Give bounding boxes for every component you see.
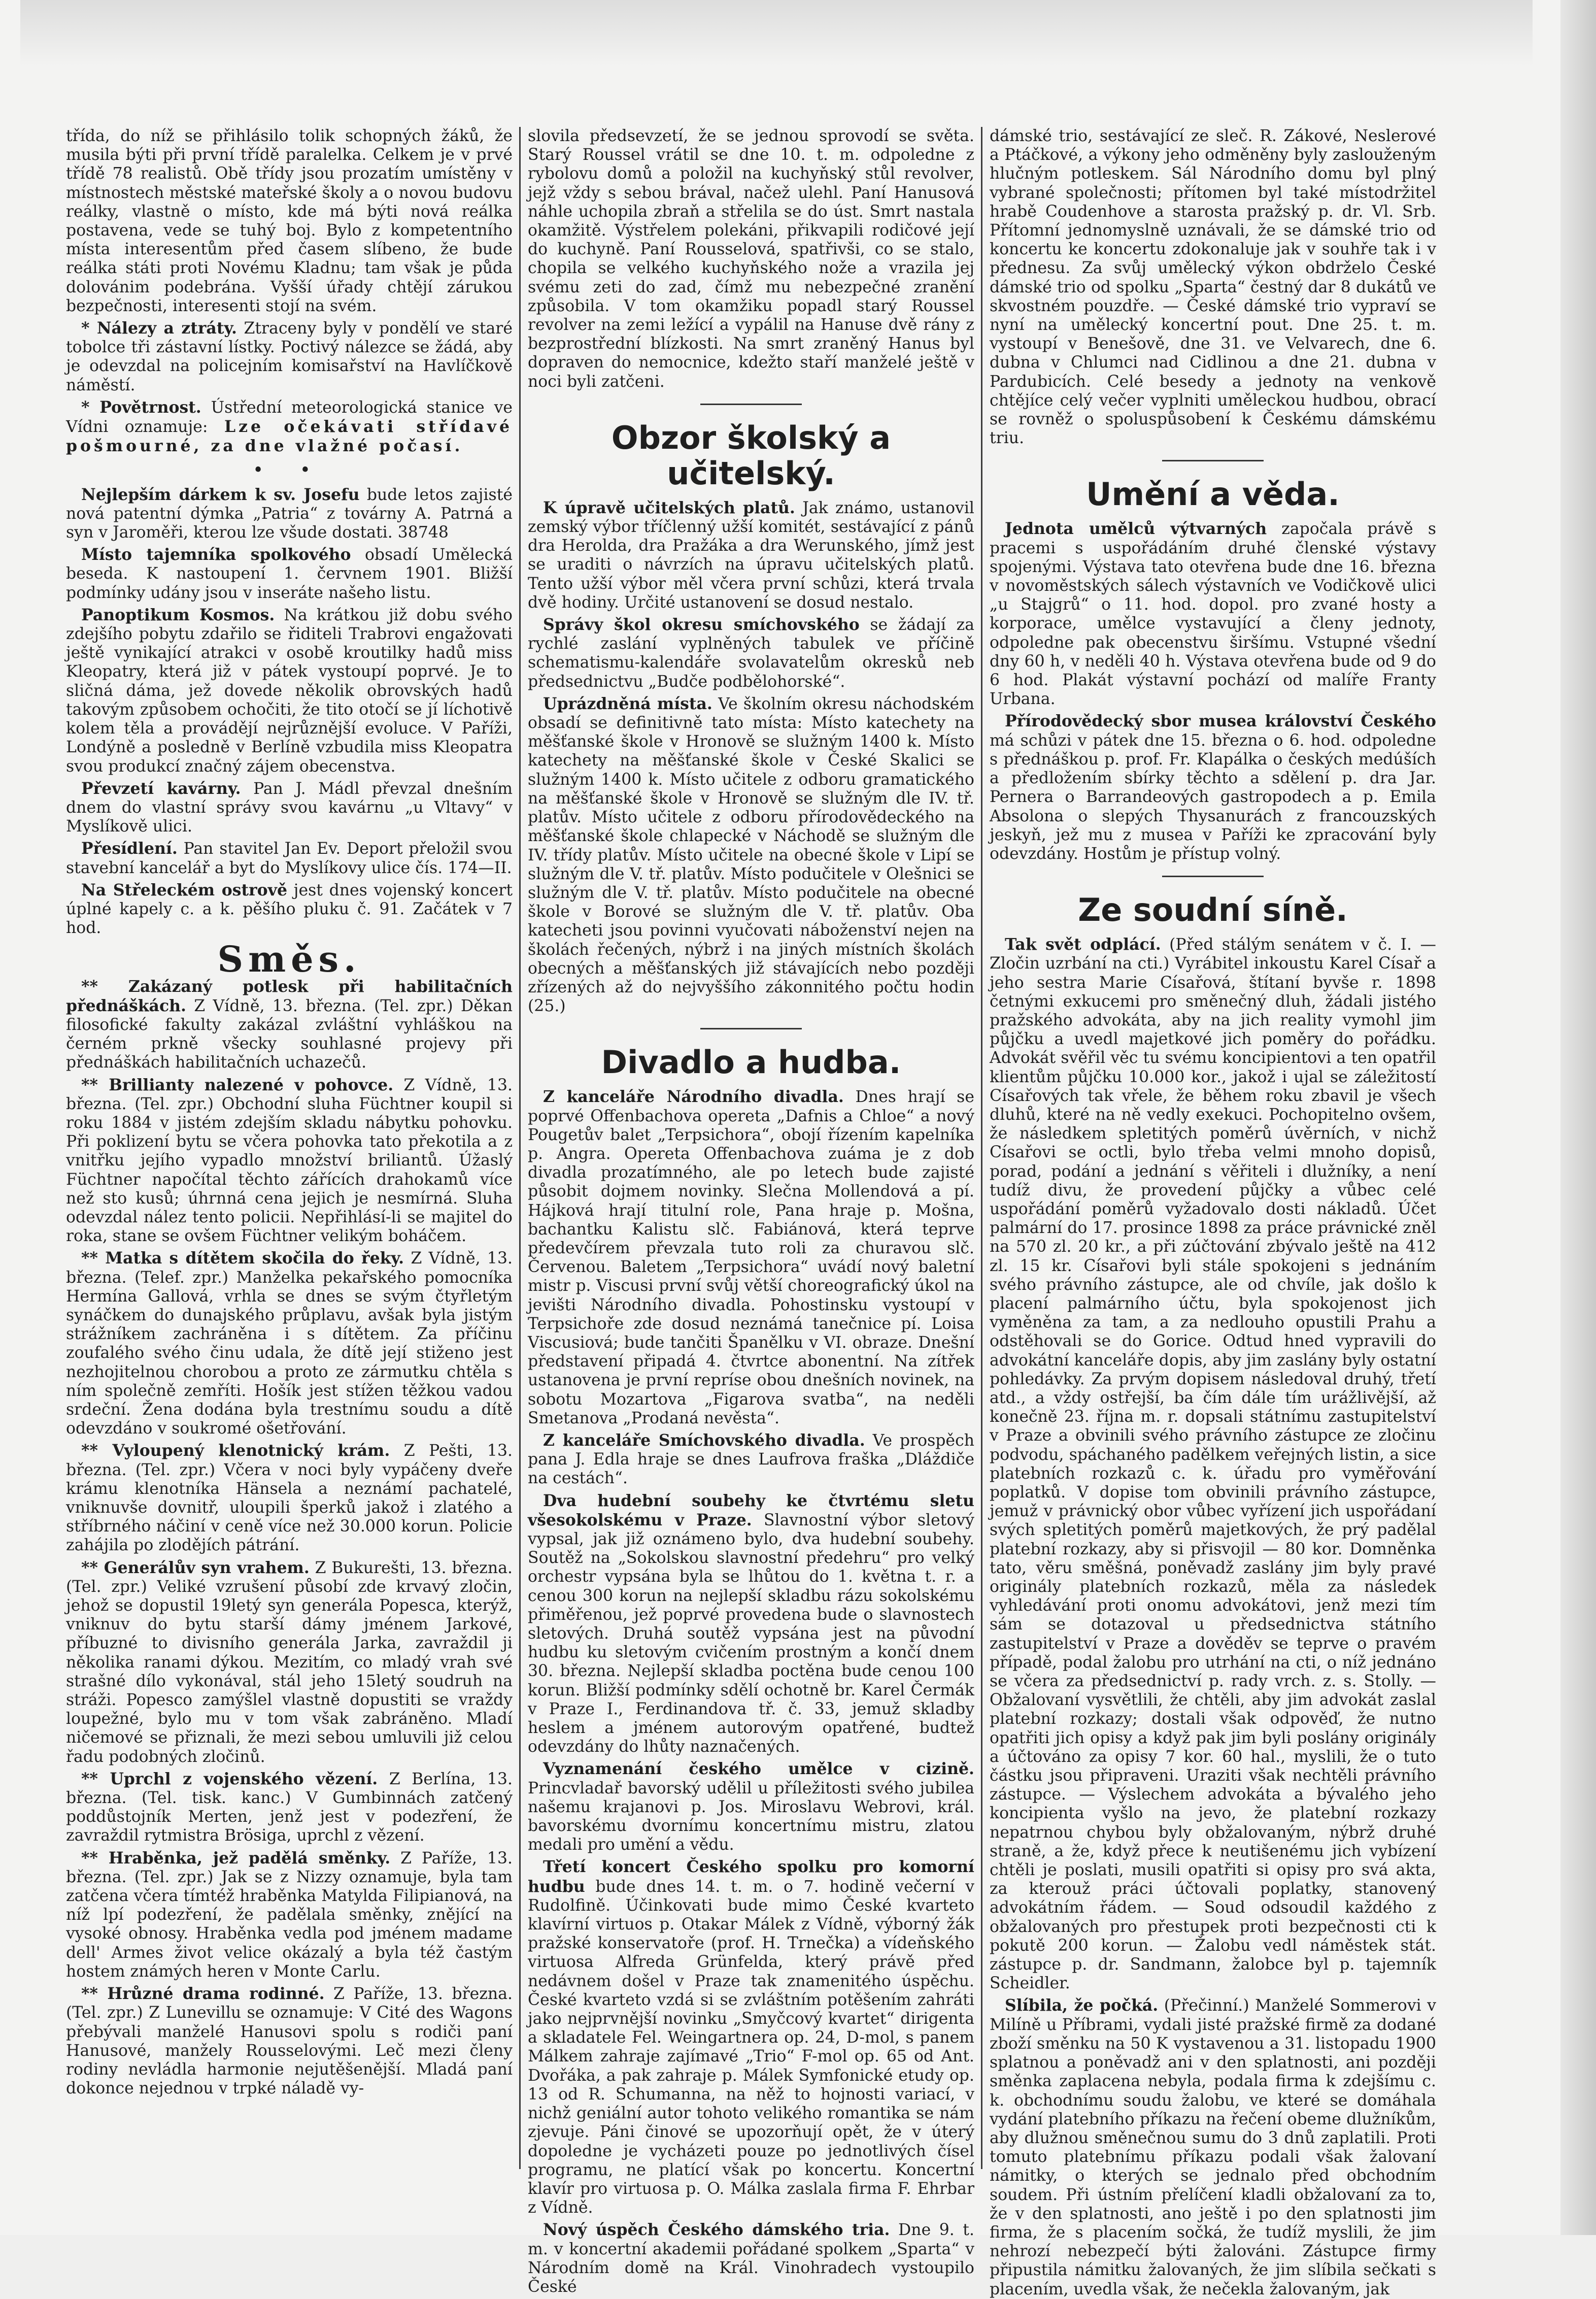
article-item bbox=[990, 519, 1436, 709]
article-text: Ve školním okresu náchodském obsadí se definitivně tato místa: Místo katechety na měšťanské škole v Hronově se služným 1400 k. Místo katechety na měšťanské škole v České Skalici se služným 1400 k. Místo učitele z odboru gramatického na měšťanské škole v Hronově se služným dle IV. tř. platův. Místo učitele z odboru přírodovědeckého na měšťanské škole chlapecké v Náchodě se služným dle IV. třídy platův. Místo učitele na obecné škole v Lipí se služným dle V. tř. platův. Místo podučitele v Olešnici se služným dle V. tř. platův. Místo podučitele na obecné škole v Borové se služným dle V. tř. platův. Oba katecheti jsou povinni vyučovati náboženství nejen na školách řečených, nýbrž i na jiných místních školách obecných a měšťanských již stávajících nebo později zřízených až do nejvyššího zákonnitého počtu hodin (25.) bbox=[528, 694, 974, 1016]
article-headline: Z kanceláře Smíchovského divadla. bbox=[543, 1430, 865, 1450]
article-text: (Přečinní.) Manželé Sommerovi v Milíně u Příbrami, vydali jisté pražské firmě za dodané zboží směnku na 50 K vystavenou a 31. listopadu 1900 splatnou a poněvadž ani v den splatnosti, ani později směnka zaplacena nebyla, podala firma k zdejšímu c. k. obchodnímu soudu žalobu, ve které se domáhala vydání platebního příkazu na řečení obeme dlužníkům, aby dlužnou směnečnou sumu do 3 dnů zaplatili. Proti tomuto platebnímu příkazu podali však žalovaní námitky, o kterých se jednalo před obchodním soudem. Při ústním přelíčení kladli obžalovaní za to, že v den splatnosti, ano ještě i po den splatnosti jim firma, že s placením sočká, že tudíž myslili, že jim nehrozí nebezpečí býti žalováni. Zástupce firmy připustila námitku žalovaných, že jim slíbila sečkati s placením, uvedla však, že nečekla žalovaným, jak bbox=[990, 1996, 1436, 2298]
article-text: třída, do níž se přihlásilo tolik schopných žáků, že musila býti při první třídě paralelka. Celkem je v prvé třídě 78 realistů. Obě třídy jsou prozatím umístěny v místnostech městské mateřské školy a o novou budovu reálky, vlastně o místo, kde má býti nová reálka postavena, vede se tuhý boj. Bylo z kompetentního místa interesentům před časem slíbeno, že bude reálka státi proti Novému Kladnu; tam však je půda dolovánim podebrána. Vyšší úřady chtějí zárukou bezpečnosti, interesenti stojí na svém. bbox=[66, 127, 513, 315]
article-item bbox=[528, 1087, 974, 1428]
article-item bbox=[66, 1249, 513, 1438]
article-text: Pan J. Mádl převzal dnešním dnem do vlastní správy svou kavárnu „u Vltavy“ v Myslíkově ulici. bbox=[66, 779, 513, 836]
article-headline: ** Generálův syn vrahem. bbox=[81, 1558, 310, 1577]
article-text: Z Vídně, 13. března. (Telef. zpr.) Manželka pekařského pomocníka Hermína Gallová, vrhla se dnes se svým čtyřletým synáčkem do dunajského průplavu, avšak byla jistým strážníkem zachráněna i s dítětem. Za příčinu zoufalého svého činu udala, že dítě její stiženo jest nezhojitelnou chorobou a proto ze zármutku chtěla s ním společně zemříti. Hošík jest stížen těžkou vadou srdeční. Žena dodána byla trestnímu soudu a dítě odevzdáno v soukromé ošetřování. bbox=[66, 1249, 513, 1438]
article-item bbox=[66, 1984, 513, 2098]
article-notice bbox=[66, 545, 513, 603]
article-item bbox=[528, 1491, 974, 1757]
article-item bbox=[66, 1770, 513, 1846]
separator-rule bbox=[700, 404, 802, 405]
article-headline: Slíbila, že počká. bbox=[1005, 1996, 1159, 2015]
article-item bbox=[990, 935, 1436, 1993]
article-headline: ** Vyloupený klenotnický krám. bbox=[81, 1441, 390, 1460]
article-text: Pan stavitel Jan Ev. Deport přeložil svou stavební kancelář a byt do Myslíkovy ulice čís. 174—II. bbox=[66, 840, 513, 877]
article-text: Z Paříže, 13. března. (Tel. zpr.) Z Lunevillu se oznamuje: V Cité des Wagons přebývali manželé Hanusovi spolu s rodiči paní Hanusové, manžely Rousselovými. Leč mezi členy rodiny nevládla harmonie nejutěšenější. Mladá paní dokonce nejednou v trpké náladě vy- bbox=[66, 1985, 513, 2098]
separator-rule bbox=[1162, 460, 1264, 461]
article-text: Na krátkou již dobu svého zdejšího pobytu zdařilo se řiditeli Trabrovi engažovati ještě vynikající atrakci v osobě kroutilky hadů miss Kleopatry, která již v pátek vystoupí poprvé. Je to sličná dáma, jež dovede několik obrovských hadů takovým způsobem ochočiti, že tito otočí se jí líchotivě kolem těla a provádějí nejrůznější evoluce. V Paříži, Londýně a posledně v Berlíně vzbudila miss Kleopatra svou produkcí značný zájem obecenstva. bbox=[66, 606, 513, 776]
article-item bbox=[66, 1558, 513, 1767]
section-heading-smes: Směs. bbox=[217, 938, 361, 981]
column-1 bbox=[66, 127, 513, 2174]
article-text: se žádají za rychlé zaslání vyplněných tabulek ve příčině schematismu-kalendáře svolavatelům okresků neb předsednictvu „Budče podbělohorské“. bbox=[528, 616, 975, 691]
article-notice bbox=[66, 881, 513, 938]
article-notice bbox=[66, 485, 513, 543]
article-headline: Přesídlení. bbox=[81, 839, 178, 858]
article-text: Dne 9. t. m. v koncertní akademii pořádané spolkem „Sparta“ v Národním domě na Král. Vinohradech vystoupilo České bbox=[528, 2221, 974, 2296]
article-text: Slavnostní výbor sletový vypsal, jak již oznámeno bylo, dva hudební soubehy. Soutěž na „Sokolskou slavnostní předehru“ pro velký orchestr vypsána byla se lhůtou do 1. května t. r. a cenou 300 korun na nejlepší skladbu rázu sokolskému přiměřenou, jež poprvé provedena bude o slavnostech sletových. Druhá soutěž vypsána jest na původní hudbu ku sletovým cvičením prostným a končí dnem 30. března. Nejlepší skladba poctěna bude cenou 100 korun. Bližší podmínky sdělí ochotně br. Karel Čermák v Praze I., Ferdinandova tř. č. 33, jemuž skladby heslem a jménem autorovým opatřené, budtež odevzdány do lhůty naznačených. bbox=[528, 1511, 974, 1756]
article-headline: ** Brillianty nalezené v pohovce. bbox=[81, 1075, 394, 1094]
section-heading-theatre: Divadlo a hudba. bbox=[601, 1044, 901, 1081]
article-text: slovila předsevzetí, že se jednou sprovodí se světa. Starý Roussel vrátil se dne 10. t. m. odpoledne z rybolovu domů a položil na kuchyňský stůl revolver, jejž vždy s sebou brával, načež ulehl. Paní Hanusová náhle uchopila zbraň a střelila se do úst. Smrt nastala okamžitě. Výstřelem polekáni, přikvapili rodičové její do kuchyně. Paní Rousselová, spatřivši, co se stalo, chopila se velkého kuchyňského nože a vrazila jej svému zeti do zad, čímž mu nebezpečné zranění způsobila. V tom okamžiku popadl starý Roussel revolver na zemi ležící a vypálil na Hanuse dvě rány z bezprostřední blízkosti. Na smrt zraněný Hanus byl dopraven do nemocnice, kdežto staří manželé ještě v noci byli zatčeni. bbox=[528, 127, 974, 391]
article-item bbox=[528, 498, 974, 612]
article-notice bbox=[66, 839, 513, 877]
article-text: obsadí Umělecká beseda. K nastoupení 1. červnem 1901. Bližší podmínky udány jsou v inseráte našeho listu. bbox=[66, 546, 513, 602]
article-headline: Panoptikum Kosmos. bbox=[81, 605, 275, 624]
article-text: Z Paříže, 13. března. (Tel. zpr.) Jak se z Nizzy oznamuje, byla tam zatčena včera tímtéž hraběnka Matylda Filipianová, na níž lpí podezření, že padělala směnky, znějící na vysoké obnosy. Hraběnka vedla pod jménem madame dell' Armes život velice okázalý a byla též častým hostem známých heren v Monte Carlu. bbox=[66, 1849, 513, 1981]
article-headline: Nejlepším dárkem k sv. Josefu bbox=[81, 485, 360, 504]
column-rule-right bbox=[981, 127, 982, 2169]
article-text: započala právě s pracemi s uspořádáním druhé členské výstavy spojenými. Výstava tato otevřena bude dne 16. března v novoměstských sálech výstavních ve Vodičkově ulici „u Stajgrů“ o 11. hod. dopol. pro zvané hosty a korporace, umělce vystavující a členy jednoty, odpoledne pak obecenstvu širšímu. Vstupné všední dny 60 h, v neděli 40 h. Výstava otevřena bude od 9 do 6 hod. Plakát výstavní pochází od malíře Franty Urbana. bbox=[990, 520, 1436, 709]
article-headline: Převzetí kavárny. bbox=[81, 779, 241, 798]
article-text: Ve prospěch pana J. Edla hraje se dnes Laufrova fraška „Dláždiče na cestách“. bbox=[528, 1431, 974, 1488]
article-item bbox=[66, 1076, 513, 1246]
article-item bbox=[66, 1441, 513, 1555]
article-headline: Dva hudební soubehy ke čtvrtému sletu všesokolskému v Praze. bbox=[528, 1491, 974, 1529]
section-heading-school: Obzor školský a učitelský. bbox=[611, 419, 891, 492]
article-headline: * Povětrnost. bbox=[81, 397, 201, 417]
article-text: bude dnes 14. t. m. o 7. hodině večerní v Rudolfině. Účinkovati bude mimo České kvarteto klavírní virtuos p. Otakar Málek z Vídně, výborný žák pražské konservatoře (prof. H. Trnečka) a vídeňského virtuosa Alfreda Grünfelda, který právě před nedávnem došel v Praze tak znamenitého úspěchu. České kvarteto vzdá si se zvláštním potěšením zahráti jako nejprvnější novinku „Smyčcový kvartet“ dirigenta a skladatele Fel. Weingartnera op. 24, D-mol, s panem Málkem zahraje zajímavé „Trio“ F-mol op. 65 od Ant. Dvořáka, a pak zahraje p. Málek Symfonické etudy op. 13 od R. Schumanna, na něž to hojnosti variací, v nichž geniální autor tohoto velikého romantika se nám zjevuje. Páni činové se upozorňují opět, že v úterý dopoledne je vycházeti pouze po jednotlivých čísel programu, ne platící však po koncertu. Koncertní klavír pro virtuosa p. O. Málka zaslala firma F. Ehrbar z Vídně. bbox=[528, 1877, 974, 2217]
article-text: jest dnes vojenský koncert úplné kapely c. a k. pěšího pluku č. 91. Začátek v 7 hod. bbox=[66, 881, 513, 938]
article-text: Dnes hrají se poprvé Offenbachova opereta „Dafnis a Chloe“ a nový Pougetův balet „Terpsichora“, obojí řízením kapelníka p. Angra. Opereta Offenbachova zuáma je z dob divadla prozatímného, ale po letech bude zajisté působit dojmem novinky. Slečna Mollendová a pí. Hájková hrají titulní role, Pana hraje p. Mošna, bachantku Kalistu slč. Fabiánová, která teprve předevčírem převzala tuto roli za churavou slč. Červenou. Baletem „Terpsichora“ uvádí nový baletní mistr p. Viscusi první svůj větší choreografický úkol na jevišti Národního divadla. Pohostinsku vystoupí v Terpsichoře zde dosud neznámá tanečnice pí. Loisa Viscusiová; bude tančiti Španělku v VI. obraze. Dnešní představení připadá 4. čtvrtce abonentní. Na zítřek ustanovena je první repríse obou dnešních novinek, na sobotu Mozartova „Figarova svatba“, na neděli Smetanova „Prodaná nevěsta“. bbox=[528, 1088, 974, 1427]
article-headline: Správy škol okresu smíchovského bbox=[543, 615, 860, 635]
article-text: Jak známo, ustanovil zemský výbor tříčlenný užší komitét, sestávající z pánů dra Herolda, dra Pražáka a dra Werunského, jímž jest se uraditi o návrzích na úpravu učitelských platů. Tento užší výbor měl včera první schůzi, která trvala dvě hodiny. Určité ustanovení se dosud nestalo. bbox=[528, 498, 974, 612]
section-heading-court: Ze soudní síně. bbox=[1078, 891, 1348, 929]
article-item bbox=[528, 1431, 974, 1488]
article-lost-found bbox=[66, 319, 513, 395]
article-headline: Vyznamenání českého umělce v cizině. bbox=[543, 1759, 974, 1779]
article-item bbox=[66, 1849, 513, 1981]
article-headline: Z kanceláře Národního divadla. bbox=[543, 1087, 844, 1107]
article-headline: ** Hraběnka, jež padělá směnky. bbox=[81, 1848, 391, 1868]
article-item bbox=[528, 1857, 974, 2217]
separator-rule bbox=[1162, 876, 1264, 877]
article-headline: Přírodovědecký sbor musea království Českého bbox=[1005, 712, 1436, 731]
scan-top-shadow bbox=[20, 0, 1533, 66]
article-text: Z Vídně, 13. března. (Tel. zpr.) Obchodní sluha Füchtner koupil si roku 1884 v jistém zdejším skladu nábytku pohovku. Při poklizení bytu se včera pohovka tato překotila a z vnitřku jejího vypadlo množství briliantů. Úžaslý Füchtner napočítal těchto zářících drahokamů více než sto kusů; úhrnná cena jejich je nesmírná. Sluha odevzdal nález tento policii. Nepřihlásí-li se majitel do roka, stane se ovšem Füchtner velikým boháčem. bbox=[66, 1076, 513, 1246]
article-headline: Místo tajemníka spolkového bbox=[81, 545, 351, 564]
article-text: Princvladař bavorský udělil u příležitosti svého jubilea našemu krajanovi p. Jos. Miroslavu Webrovi, král. bavorskému dvornímu koncertnímu mistru, zlatou medali pro umění a vědu. bbox=[528, 1779, 974, 1854]
article-notice bbox=[66, 779, 513, 837]
article-text: dámské trio, sestávající ze sleč. R. Zákové, Neslerové a Ptáčkové, a výkony jeho odměněny byly zaslouženým hlučným potleskem. Sál Národního domu byl plný vybrané společnosti; přítomen byl také místodržitel hrabě Coudenhove a starosta pražský p. dr. Vl. Srb. Přítomní jednomyslně uznávali, že se dámské trio od koncertu ke koncertu zdokonaluje jak v souhře tak i v přednesu. Za svůj umělecký výkon obdrželo České dámské trio od spolku „Sparta“ čestný dar 8 dukátů ve skvostném pouzdře. — České dámské trio vypraví se nyní na umělecký koncertní pout. Dne 25. t. m. vystoupí v Benešově, dne 31. ve Velvarech, dne 6. dubna v Chlumci nad Cidlinou a dne 21. dubna v Pardubicích. Celé besedy a jednoty na venkově chtějíce celý večer vyplniti uměleckou hudbou, obrací se rovněž o spoluspůsobení k Českému dámskému triu. bbox=[990, 127, 1436, 448]
article-item bbox=[528, 2220, 974, 2296]
article-item bbox=[990, 712, 1436, 863]
column-rule-left bbox=[519, 127, 521, 2169]
article-headline: Tak svět odplácí. bbox=[1005, 935, 1161, 954]
page-edge-shadow bbox=[1560, 0, 1596, 2235]
article-headline: Třetí koncert Českého spolku pro komorní hudbu bbox=[528, 1857, 974, 1896]
article-headline: * Nálezy a ztráty. bbox=[81, 319, 237, 338]
column-2 bbox=[528, 127, 975, 2296]
section-heading-art: Umění a věda. bbox=[1086, 476, 1340, 513]
article-item bbox=[528, 615, 974, 691]
article-headline: ** Zakázaný potlesk při habilitačních přednáškách. bbox=[66, 977, 513, 1015]
article-item bbox=[528, 1759, 974, 1854]
article-headline: K úpravě učitelských platů. bbox=[543, 498, 795, 517]
article-text: Z Bukurešti, 13. března. (Tel. zpr.) Veliké vzrušení působí zde krvavý zločin, jehož se dopustil 19letý syn generála Popesca, kterýž, vniknuv do bytu starší dámy jménem Jarkové, příbuzné to divisního generála Jarka, zavraždil ji několika ranami dýkou. Mezitím, co mladý vrah své strašné dílo vykonával, stál jeho 15letý soudruh na stráži. Popesco zamýšlel vlastně dopustiti se vraždy loupežné, bylo mu v tom však zabráněno. Mladí ničemové se přiznali, že mezi sebou umluvili již celou řadu podobných zločinů. bbox=[66, 1558, 513, 1766]
article-headline: ** Uprchl z vojenského vězení. bbox=[81, 1769, 378, 1788]
article-text: Z Berlína, 13. března. (Tel. tisk. kanc.) V Gumbinnách zatčený poddůstojník Merten, jenž jest v podezření, že zavraždil rytmistra Brösiga, uprchl z vězení. bbox=[66, 1770, 513, 1845]
separator-dots: • • bbox=[253, 460, 326, 481]
article-item bbox=[528, 694, 974, 1016]
article-text: Z Pešti, 13. března. (Tel. zpr.) Včera v noci byly vypáčeny dveře krámu klenotníka Hänsela a neznámí pachatelé, vniknuvše dovnitř, uloupili šperků jakož i zlatého a stříbrného náčiní v ceně více než 30.000 korun. Policie zahájila po zlodějích pátrání. bbox=[66, 1442, 513, 1555]
article-headline: Jednota umělců výtvarných bbox=[1005, 519, 1267, 539]
article-notice bbox=[66, 606, 513, 776]
article-headline: Na Střeleckém ostrově bbox=[81, 880, 288, 899]
article-item bbox=[990, 1996, 1436, 2298]
article-weather bbox=[66, 398, 513, 456]
article-headline: ** Hrůzné drama rodinné. bbox=[81, 1984, 325, 2004]
column-3 bbox=[990, 127, 1437, 2298]
weather-forecast: Lze očekávati střídavé pošmourné, za dne vlažné počasí. bbox=[66, 417, 513, 456]
article-text: má schůzi v pátek dne 15. března o 6. hod. odpoledne s přednáškou p. prof. Fr. Klapálka o českých medúších a předložením sbírky těchto a sdělení p. dra Jar. Pernera o Barrandeových gastropodech a p. Emila Absolona o slepých Thysanurách z francouzských jeskyň, jež mu z musea v Paříži ke zpracování byly odevzdány. Hostům je přístup volný. bbox=[990, 731, 1436, 863]
article-text: Ztraceny byly v pondělí ve staré tobolce tři zástavní lístky. Poctivý nálezce se žádá, aby je odevzdal na policejním komisařství na Havlíčkově náměstí. bbox=[66, 319, 513, 394]
article-text: Z Vídně, 13. března. (Tel. zpr.) Děkan filosofické fakulty zakázal zvláštní vyhláškou na černém prkně všecky souhlasné projevy při přednáškách habilitačních uchazečů. bbox=[66, 996, 513, 1072]
article-headline: ** Matka s dítětem skočila do řeky. bbox=[81, 1249, 404, 1268]
separator-rule bbox=[700, 1028, 802, 1029]
article-text: bude letos zajisté nová patentní dýmka „Patria“ z továrny A. Patrná a syn v Jaroměři, kterou lze všude dostati. 38748 bbox=[66, 485, 513, 542]
article-headline: Nový úspěch Českého dámského tria. bbox=[543, 2220, 890, 2240]
article-text: (Před stálým senátem v č. I. — Zločin uzrbání na cti.) Vyrábitel inkoustu Karel Císař a jeho sestra Marie Císařová, štítaní byvše r. 1898 četnými exkucemi pro směnečný dluh, žádali jistého pražského advokáta, aby na jich reality vymohl jim půjčku a uvedl majetkové jich poměry do pořádku. Advokát svěřil věc tu svému koncipientovi a ten opatřil klientům půjčku 10.000 kor., jakož i ujal se záležitostí Císařových tak vřele, že během roku zbavil je všech dluhů, které na ně vedly exekuci. Pochopitelno ovšem, že následkem spletitých poměrů úvěrních, v nichž Císařovi se octli, bylo třeba velmi mnoho dopisů, porad, podání a jednání s věřiteli i dlužníky, a není tudíž divu, že provedení půjčky a vůbec celé uspořádání poměrů vyžadovalo dosti nákladů. Účet palmární do 17. prosince 1898 za práce právnické zněl na 570 zl. 20 kr., a při zúčtování zbývalo ještě na 412 zl. 15 kr. Císařovi byli stále spokojeni s jednáním svého právního zástupce, ale od chvíle, jak došlo k placení palmárního účtu, byla spokojenost jich vyměněna za tam, a za nedlouho opustili Prahu a odstěhovali se do Gorice. Odtud hned vypravili do advokátní kanceláře dopis, aby jim zaslány byly ostatní pohledávky. Za prvým dopisem následoval druhý, třetí atd., a vždy ostřejší, ba čím dále tím urážlivější, až konečně 23. října m. r. dopsali státnímu zastupitelství v Praze a obvinili svého právního zástupce ze zločinu podvodu, spáchaného padělkem veřejných listin, a sice platebních rozkazů c. k. úřadu pro vyměřování poplatků. V dopise tom obvinili právního zástupce, jemuž v právnický obor vůbec vyřízení jich uspořádaní svých spletitých poměrů majetkových, že prý padělal platební rozkazy, aby si přisvojil — 80 kor. Domněnka tato, věru směšná, poněvadž zaslány jim byly pravé originály platebních rozkazů, měla za následek vyhledávání proti onomu advokátovi, jenž mezi tím sám se dotazoval u předsednictva státního zastupitelství v Praze a dověděv se teprve o pravém případě, podal žalobu pro utrhání na cti, o níž jednáno se včera za předsednictví p. rady vrch. z. s. Stolly. — Obžalovaní vysvětlili, že chtěli, aby jim advokát zaslal platební rozkazy; dostali však odpověď, že nutno opatřiti jich opisy a když pak jim byli poslány originály a účtováno za opisy 7 kor. 60 hal., myslili, že o tuto částku jsou připraveni. Uraziti však nechtěli právního zástupce. — Výslechem advokáta a bývalého jeho koncipienta vyšlo na jevo, že platební rozkazy nepatrnou chybou byly obžalovaným, nýbrž druhé straně, a že, když přece k neutišenému jich vybízení chtěli je poslati, musili opatřiti si opisy pro svá akta, za kterouž práci účtovali poplatky, stanovený advokátním řádem. — Soud odsoudil každého z obžalovaných pro přestupek proti bezpečnosti cti k pokutě 200 korun. — Žalobu vedl náměstek stát. zástupce p. dr. Sandmann, žalobce byl p. tajemník Scheidler. bbox=[990, 936, 1437, 1993]
article-headline: Uprázdněná místa. bbox=[543, 694, 712, 713]
article-item bbox=[66, 977, 513, 1073]
article-text: Ústřední meteorologická stanice ve Vídni oznamuje: bbox=[66, 398, 513, 437]
